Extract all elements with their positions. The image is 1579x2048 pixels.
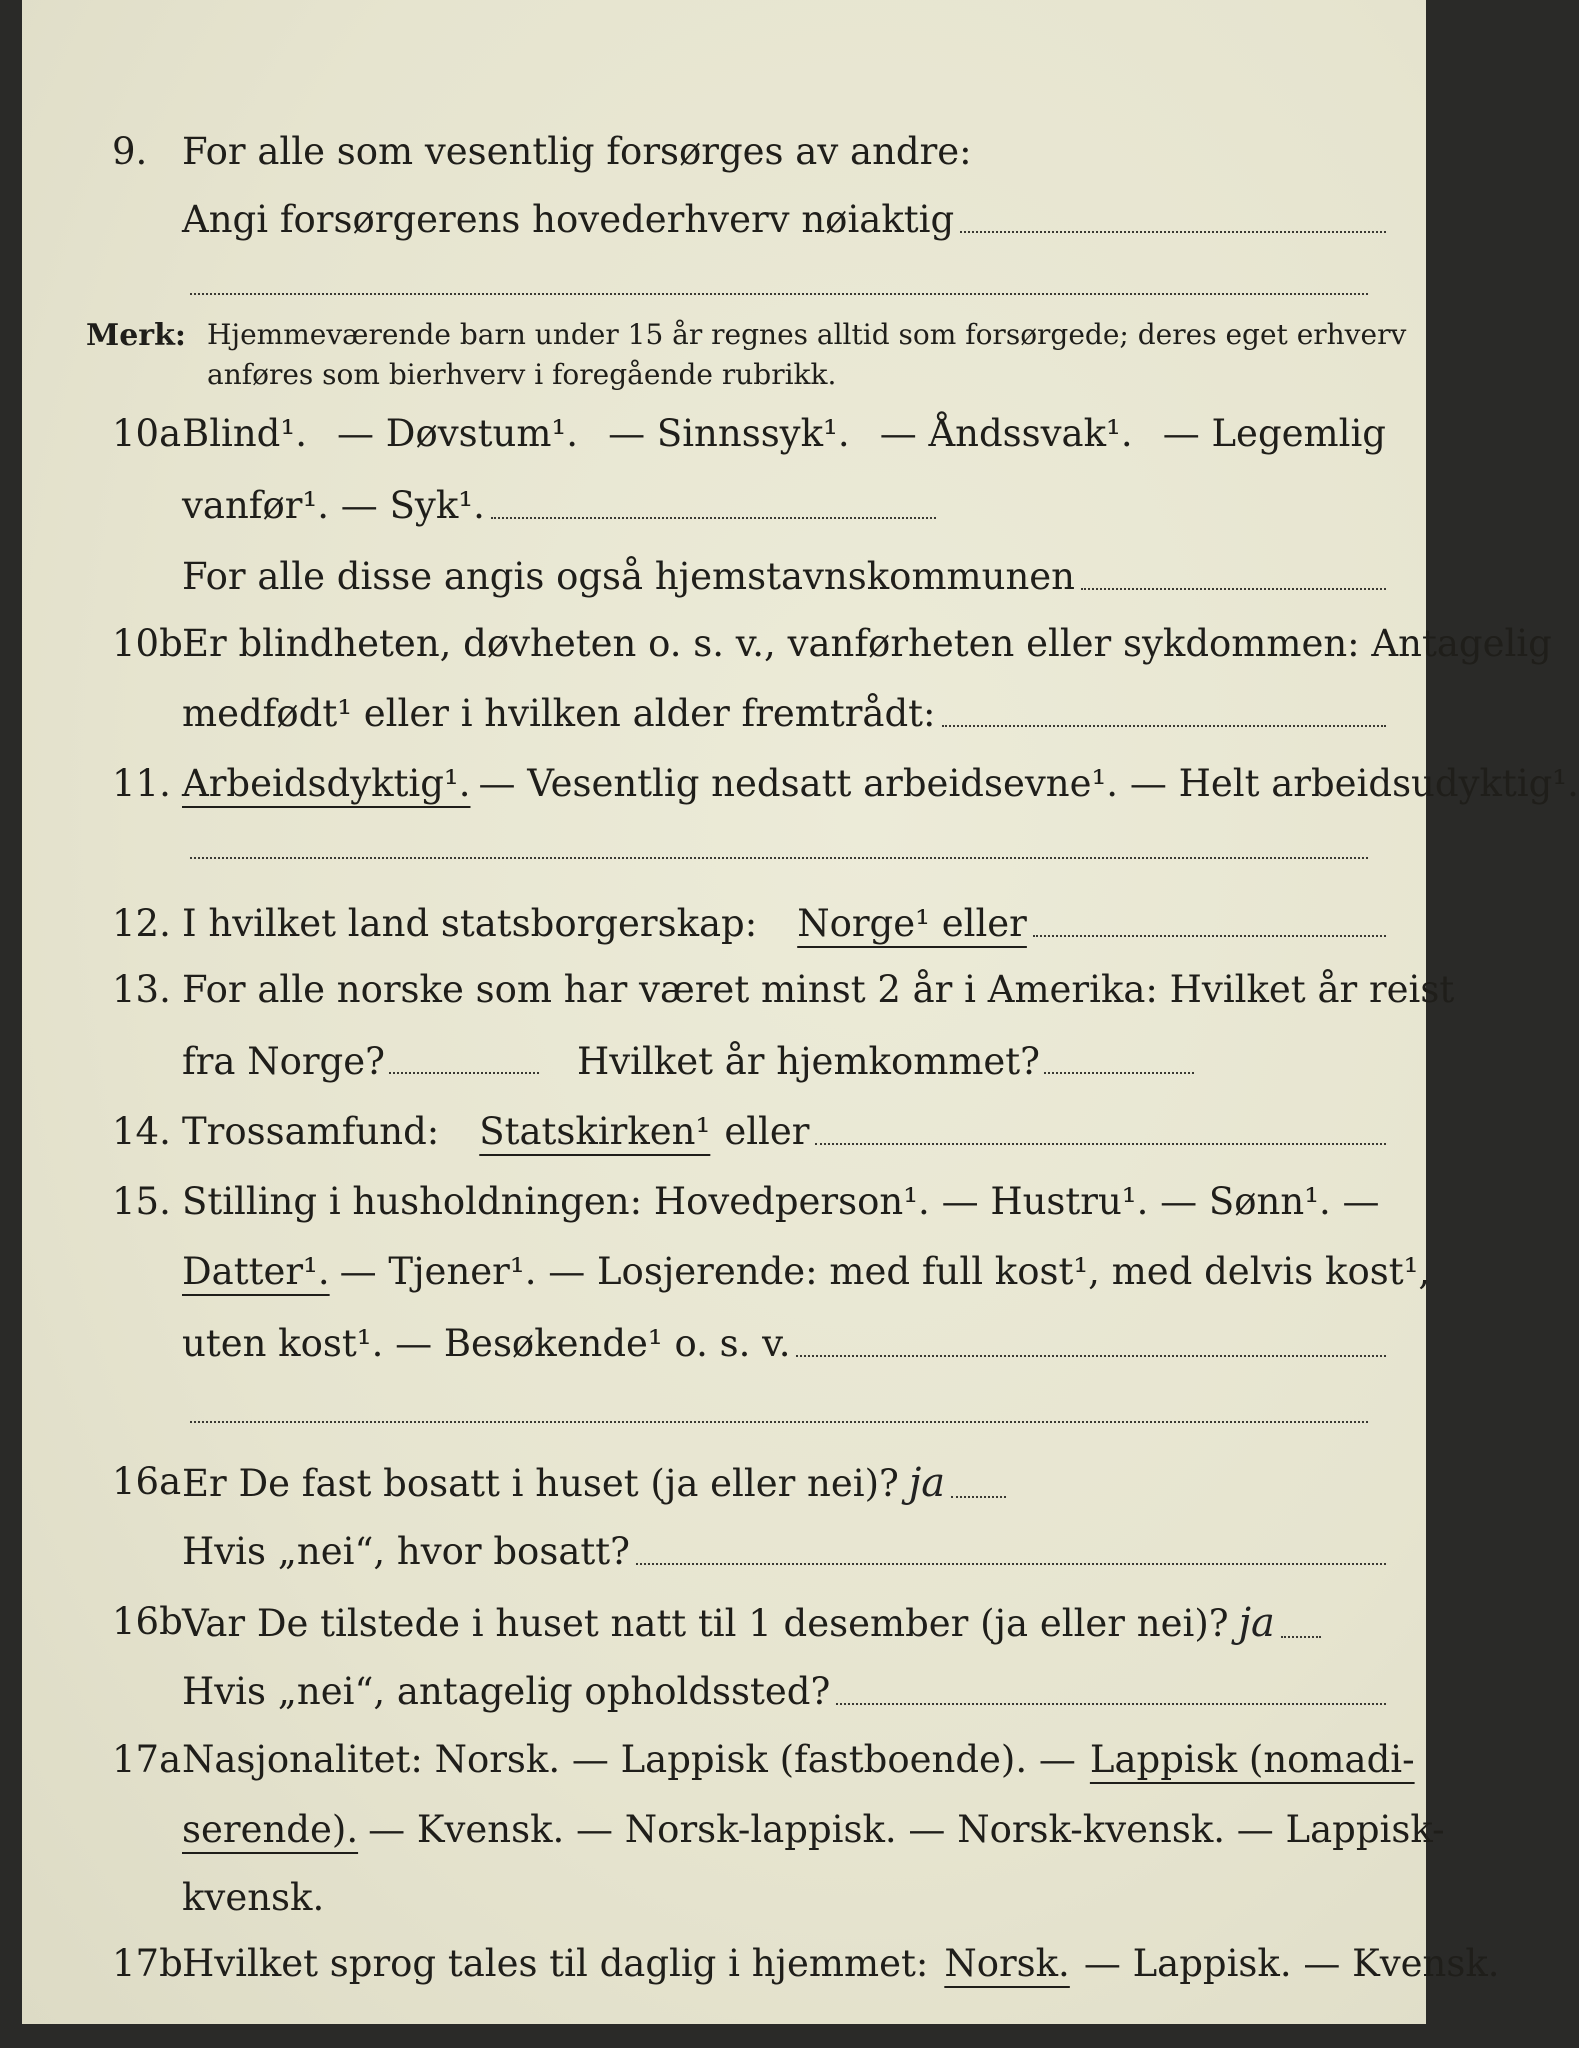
- q16a-number: 16a: [112, 1460, 182, 1503]
- q13-row1: [22, 968, 1455, 1018]
- q17b-number: 17b: [112, 1942, 183, 1985]
- q15-row2: [22, 1250, 1431, 1300]
- q17a-answer-lappisk: Lappisk (nomadi-: [1089, 1738, 1415, 1781]
- q14-answer-statskirken: Statskirken¹: [479, 1110, 711, 1153]
- q16b-handwritten-answer: ja: [1238, 1600, 1275, 1646]
- q11-options: — Vesentlig nedsatt arbeidsevne¹. — Helt arbeidsudyktig¹.: [478, 762, 1579, 805]
- q10b-row1: [22, 622, 1552, 672]
- q14-eller: eller: [724, 1110, 810, 1153]
- q9-question: For alle som vesentlig forsørges av andre:: [182, 130, 972, 173]
- q11-extra-answer-line[interactable]: [190, 856, 1368, 859]
- q10a-row1: [22, 412, 1426, 462]
- q14-number: 14.: [112, 1110, 171, 1153]
- q11-answer-arbeidsdyktig: Arbeidsdyktig¹.: [182, 762, 471, 805]
- q17a-row2: [22, 1808, 1445, 1858]
- q17a-row1: [22, 1738, 1426, 1788]
- q16a-sub-question: Hvis „nei“, hvor bosatt?: [182, 1530, 630, 1573]
- q9-sub-question: Angi forsørgerens hovederhverv nøiaktig: [182, 198, 955, 241]
- q16b-row2: [22, 1670, 1426, 1720]
- q15-options: — Tjener¹. — Losjerende: med full kost¹, med delvis kost¹,: [339, 1250, 1431, 1293]
- q12-question: I hvilket land statsborgerskap:: [182, 902, 758, 945]
- q10a-number: 10a: [112, 412, 182, 455]
- q10b-row2: [22, 692, 1426, 742]
- q10a-answer-line[interactable]: [491, 516, 936, 519]
- q10a-sinnssyk: — Sinnssyk¹.: [608, 412, 850, 455]
- q17b-question: Hvilket sprog tales til daglig i hjemmet:: [182, 1942, 929, 1985]
- q10b-question: Er blindheten, døvheten o. s. v., vanførheten eller sykdommen: Antagelig: [182, 622, 1552, 665]
- q17b-answer-norsk: Norsk.: [944, 1942, 1070, 1985]
- q16a-handwritten-answer: ja: [908, 1460, 946, 1506]
- q17a-row3: [22, 1876, 1426, 1926]
- q10a-hjemstavn: For alle disse angis også hjemstavnskommunen: [182, 555, 1076, 598]
- q15-options-2: uten kost¹. — Besøkende¹ o. s. v.: [182, 1322, 791, 1365]
- q15-question: Stilling i husholdningen: Hovedperson¹. — Hustru¹. — Sønn¹. —: [182, 1180, 1380, 1223]
- merk-text-1: Hjemmeværende barn under 15 år regnes alltid som forsørgede; deres eget erhverv: [207, 318, 1407, 351]
- q13-hjemkommet-line[interactable]: [1044, 1072, 1194, 1074]
- q13-reist: fra Norge?: [182, 1040, 385, 1083]
- q16a-question: Er De fast bosatt i huset (ja eller nei)?: [182, 1462, 899, 1505]
- q13-row2: [22, 1040, 1426, 1090]
- q16b-row1: [22, 1600, 1426, 1650]
- q10a-dovstum: — Døvstum¹.: [337, 412, 579, 455]
- q10a-hjemstavn-line[interactable]: [1081, 587, 1386, 590]
- q10b-sub-question: medfødt¹ eller i hvilken alder fremtrådt:: [182, 692, 936, 735]
- q9-answer-line[interactable]: [960, 230, 1386, 233]
- q16b-answer-line[interactable]: [1281, 1635, 1321, 1638]
- q13-reist-line[interactable]: [389, 1072, 539, 1074]
- q9-number: 9.: [112, 130, 148, 173]
- q17a-options: — Kvensk. — Norsk-lappisk. — Norsk-kvensk. — Lappisk-: [368, 1808, 1445, 1851]
- q16a-answer-line[interactable]: [951, 1495, 1006, 1498]
- q15-row3: [22, 1322, 1426, 1372]
- q14-row: [22, 1110, 1426, 1160]
- q13-question: For alle norske som har været minst 2 år i Amerika: Hvilket år reist: [182, 968, 1455, 1011]
- q11-row: [22, 762, 1579, 812]
- merk-row2: [22, 358, 1426, 408]
- q13-number: 13.: [112, 968, 171, 1011]
- q10a-andssvak: — Åndssvak¹.: [879, 412, 1133, 455]
- merk-text-2: anføres som bierhverv i foregående rubrikk.: [207, 358, 837, 391]
- q17a-question: Nasjonalitet: Norsk. — Lappisk (fastboende). —: [182, 1738, 1076, 1781]
- q17b-options: — Lappisk. — Kvensk.: [1083, 1942, 1500, 1985]
- q12-answer-line[interactable]: [1033, 934, 1386, 937]
- q15-extra-answer-line[interactable]: [190, 1420, 1368, 1423]
- q10a-blind: Blind¹.: [182, 412, 307, 455]
- q16b-question: Var De tilstede i huset natt til 1 desember (ja eller nei)?: [182, 1602, 1229, 1645]
- q10a-row2: [22, 484, 1426, 534]
- q12-number: 12.: [112, 902, 171, 945]
- q16b-number: 16b: [112, 1600, 183, 1643]
- q16b-opholdssted-line[interactable]: [836, 1702, 1386, 1705]
- q9-extra-answer-line[interactable]: [190, 292, 1368, 295]
- q16a-bosatt-line[interactable]: [636, 1562, 1386, 1565]
- q12-row: [22, 902, 1426, 952]
- q10b-answer-line[interactable]: [942, 724, 1386, 727]
- q10a-legemlig: — Legemlig: [1162, 412, 1386, 455]
- q16b-sub-question: Hvis „nei“, antagelig opholdssted?: [182, 1670, 831, 1713]
- q10a-vanfor: vanfør¹. — Syk¹.: [182, 484, 485, 527]
- q15-answer-line[interactable]: [796, 1354, 1386, 1357]
- q9-row2: [22, 198, 1426, 248]
- merk-label: Merk:: [86, 318, 186, 353]
- q17a-options-2: kvensk.: [182, 1876, 325, 1919]
- q16a-row2: [22, 1530, 1426, 1580]
- q16a-row1: [22, 1460, 1426, 1510]
- q10a-row3: [22, 555, 1426, 605]
- q17a-number: 17a: [112, 1738, 182, 1781]
- q14-answer-line[interactable]: [815, 1142, 1386, 1145]
- q15-row1: [22, 1180, 1426, 1230]
- q15-number: 15.: [112, 1180, 171, 1223]
- q15-answer-datter: Datter¹.: [182, 1250, 330, 1293]
- q13-hjemkommet: Hvilket år hjemkommet?: [576, 1040, 1041, 1083]
- q17b-row: [22, 1942, 1500, 1992]
- q10b-number: 10b: [112, 622, 183, 665]
- q11-number: 11.: [112, 762, 171, 805]
- q17a-answer-serende: serende).: [182, 1808, 359, 1851]
- census-form-page: [22, 0, 1579, 2024]
- q14-question: Trossamfund:: [182, 1110, 440, 1153]
- q9-row1: [22, 130, 1426, 180]
- q12-answer-norge: Norge¹ eller: [797, 902, 1027, 945]
